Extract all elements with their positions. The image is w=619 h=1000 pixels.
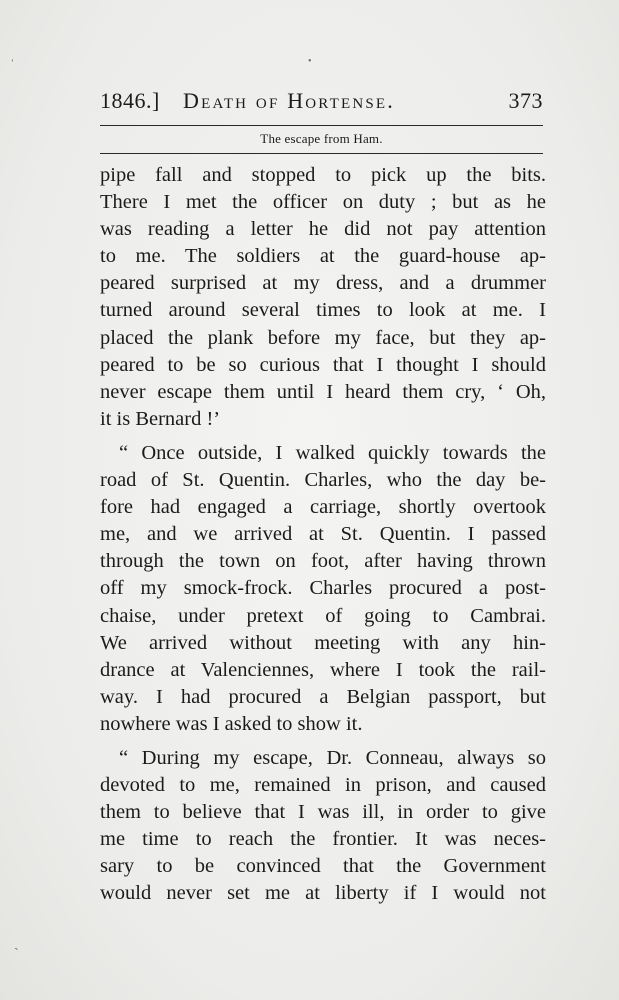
text-line: nowhere was I asked to show it. bbox=[100, 712, 363, 735]
text-line: pipe fall and stopped to pick up the bits. bbox=[100, 164, 546, 186]
text-line: placed the plank before my face, but they ap- bbox=[100, 326, 546, 349]
text-line: to me. The soldiers at the guard-house ap- bbox=[100, 245, 546, 268]
header-year: 1846.] bbox=[100, 88, 160, 113]
text-line: devoted to me, remained in prison, and caused bbox=[100, 774, 546, 797]
paper-speck: ˏ bbox=[14, 936, 19, 951]
text-line: We arrived without meeting with any hin- bbox=[100, 631, 546, 654]
text-line: never escape them until I heard them cry, ‘ Oh, bbox=[100, 380, 546, 403]
paper-speck: ˈ bbox=[10, 58, 15, 73]
paper-speck: • bbox=[308, 56, 312, 67]
text-line: through the town on foot, after having thrown bbox=[100, 550, 546, 573]
paragraph bbox=[100, 440, 546, 738]
text-line: “ Once outside, I walked quickly towards the bbox=[119, 441, 546, 464]
text-line: “ During my escape, Dr. Conneau, always so bbox=[119, 746, 546, 769]
running-header bbox=[100, 84, 543, 120]
body-text bbox=[100, 162, 546, 908]
page-number: 373 bbox=[508, 88, 543, 113]
text-line: them to believe that I was ill, in order to give bbox=[100, 801, 546, 824]
text-line: way. I had procured a Belgian passport, but bbox=[100, 685, 546, 708]
text-line: There I met the officer on duty ; but as he bbox=[100, 191, 546, 214]
text-line: fore had engaged a carriage, shortly overtook bbox=[100, 496, 546, 519]
header-rule-top bbox=[100, 125, 543, 126]
paragraph bbox=[100, 162, 546, 433]
section-subhead: The escape from Ham. bbox=[260, 131, 383, 146]
text-line: sary to be convinced that the Government bbox=[100, 855, 546, 878]
text-line: turned around several times to look at me. I bbox=[100, 299, 546, 322]
text-line: me time to reach the frontier. It was neces- bbox=[100, 828, 546, 851]
text-line: would never set me at liberty if I would not bbox=[100, 882, 546, 905]
text-line: was reading a letter he did not pay attention bbox=[100, 218, 546, 241]
text-line: me, and we arrived at St. Quentin. I passed bbox=[100, 523, 546, 546]
text-line: it is Bernard !’ bbox=[100, 407, 221, 430]
text-line: peared to be so curious that I thought I should bbox=[100, 353, 546, 376]
header-rule-bottom bbox=[100, 153, 543, 154]
text-line: drance at Valenciennes, where I took the rail- bbox=[100, 658, 546, 681]
paragraph bbox=[100, 745, 546, 908]
running-title: Death of Hortense. bbox=[183, 88, 395, 113]
text-line: road of St. Quentin. Charles, who the day be- bbox=[100, 469, 546, 492]
text-line: off my smock-frock. Charles procured a post- bbox=[100, 577, 546, 600]
text-line: peared surprised at my dress, and a drummer bbox=[100, 272, 546, 295]
text-line: chaise, under pretext of going to Cambrai. bbox=[100, 604, 546, 627]
